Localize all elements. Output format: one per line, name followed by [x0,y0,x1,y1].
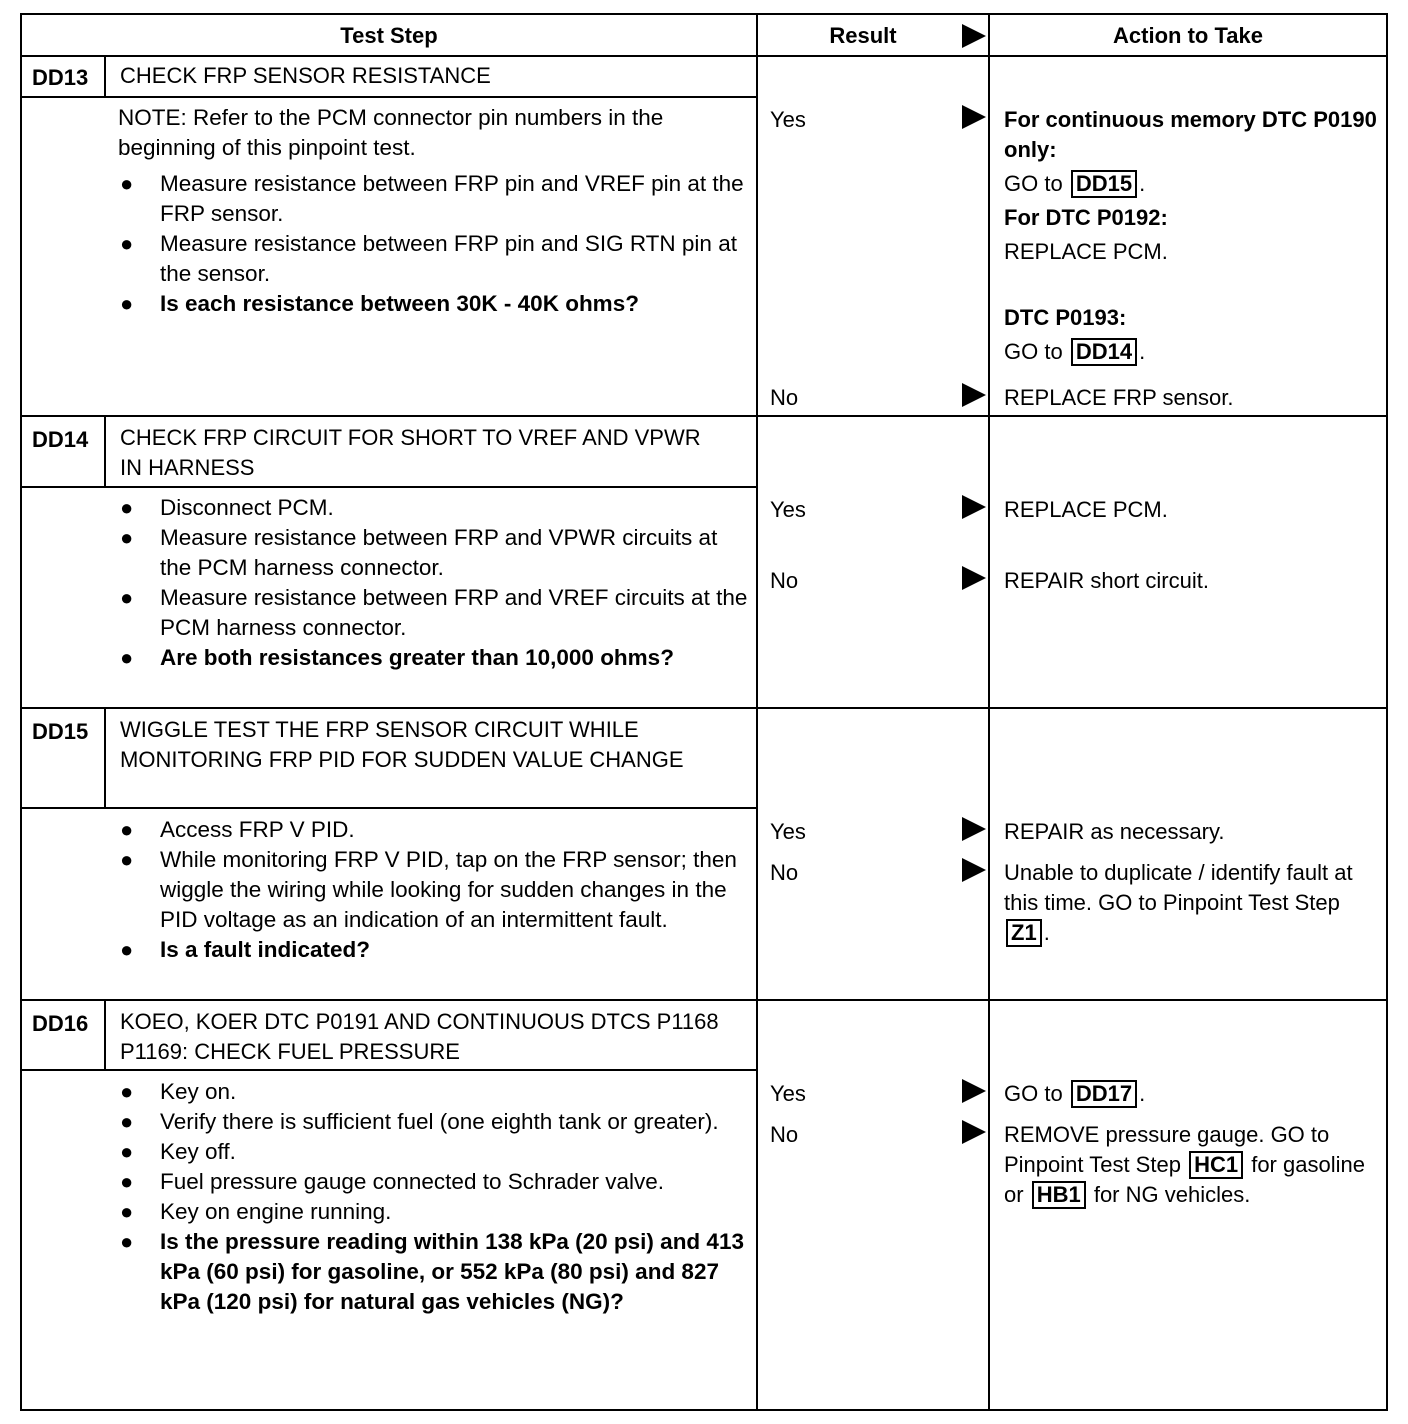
step-title: KOEO, KOER DTC P0191 AND CONTINUOUS DTCS P1168 P1169: CHECK FUEL PRESSURE [120,1009,719,1064]
bullet-item [118,1077,748,1107]
action-text: for NG vehicles. [1093,1182,1251,1207]
bullet-text: Verify there is sufficient fuel (one eighth tank or greater). [160,1109,719,1134]
action-text: REMOVE pressure gauge. GO to Pinpoint Test Step [1004,1122,1330,1177]
action-yes: REPAIR as necessary. [1004,819,1225,844]
bullet-question: Is a fault indicated? [160,937,371,962]
action-heading: For DTC P0192: [1004,205,1168,230]
step-id: DD15 [32,719,89,744]
bullet-question: Are both resistances greater than 10,000 ohms? [160,645,674,670]
action-yes: REPLACE PCM. [1004,497,1168,522]
bullet-item [118,935,748,965]
bullet-text: Measure resistance between FRP pin and SIG RTN pin at the sensor. [160,231,737,286]
row-divider [22,415,1386,417]
step-bullets [118,815,748,965]
step-id: DD16 [32,1011,89,1036]
id-divider [104,55,106,97]
bullet-text: Key on. [160,1079,237,1104]
result-arrow-icon [962,817,986,841]
bullet-item [118,1197,748,1227]
result-no: No [770,568,799,593]
bullet-text: Access FRP V PID. [160,817,355,842]
bullet-text: Key on engine running. [160,1199,392,1224]
action-text: GO to [1004,171,1063,196]
header-test-step: Test Step [340,23,438,48]
bullet-icon: ● [120,171,134,196]
step-body [118,1077,748,1317]
result-no: No [770,1122,799,1147]
bullet-item [118,169,748,229]
result-arrow-icon [962,858,986,882]
id-divider [104,707,106,808]
bullet-question: Is each resistance between 30K - 40K ohms? [160,291,639,316]
step-bullets [118,1077,748,1317]
bullet-icon: ● [120,585,134,610]
bullet-icon: ● [120,645,134,670]
result-yes: Yes [770,497,806,522]
result-no: No [770,385,799,410]
step-ref-link[interactable]: DD14 [1071,338,1137,366]
bullet-item [118,289,748,319]
bullet-icon: ● [120,817,134,842]
bullet-item [118,493,748,523]
bullet-item [118,1137,748,1167]
action-heading: For continuous memory DTC P0190 only: [1004,107,1377,162]
bullet-text: Measure resistance between FRP and VPWR circuits at the PCM harness connector. [160,525,718,580]
title-divider [22,1069,756,1071]
result-yes: Yes [770,107,806,132]
action-text: GO to [1004,1081,1063,1106]
action-no: Unable to duplicate / identify fault at this time. GO to Pinpoint Test Step Z1 . [1004,860,1353,945]
bullet-item [118,815,748,845]
step-body [118,493,748,673]
bullet-item [118,583,748,643]
bullet-icon: ● [120,231,134,256]
bullet-item [118,1167,748,1197]
bullet-text: While monitoring FRP V PID, tap on the FRP sensor; then wiggle the wiring while looking for sudden changes in the PID voltage as an indication of an intermittent fault. [160,847,737,932]
step-id: DD14 [32,427,89,452]
result-yes: Yes [770,819,806,844]
bullet-item [118,643,748,673]
action-no: REPLACE FRP sensor. [1004,385,1234,410]
bullet-item [118,1107,748,1137]
bullet-text: Measure resistance between FRP and VREF circuits at the PCM harness connector. [160,585,748,640]
action-goto: GO to DD15 . [1004,171,1146,196]
step-ref-link[interactable]: HB1 [1032,1181,1086,1209]
step-note: NOTE: Refer to the PCM connector pin numbers in the beginning of this pinpoint test. [118,105,664,160]
bullet-item [118,523,748,583]
id-divider [104,415,106,487]
header-action: Action to Take [1113,23,1263,48]
title-divider [22,807,756,809]
action-yes: GO to DD17 . [1004,1081,1146,1106]
action-text: Unable to duplicate / identify fault at this time. GO to Pinpoint Test Step [1004,860,1353,915]
bullet-text: Fuel pressure gauge connected to Schrader valve. [160,1169,665,1194]
bullet-icon: ● [120,937,134,962]
result-arrow-icon [962,383,986,407]
bullet-icon: ● [120,1109,134,1134]
action-no [1004,1120,1384,1210]
column-divider [756,15,758,1409]
action-heading: DTC P0193: [1004,305,1127,330]
header-arrow-icon [962,24,986,48]
result-arrow-icon [962,566,986,590]
column-divider [988,15,990,1409]
id-divider [104,999,106,1070]
step-ref-link[interactable]: Z1 [1006,919,1042,947]
result-no: No [770,860,799,885]
step-title: CHECK FRP CIRCUIT FOR SHORT TO VREF AND VPWR IN HARNESS [120,425,701,480]
step-ref-link[interactable]: DD15 [1071,170,1137,198]
bullet-icon: ● [120,495,134,520]
bullet-icon: ● [120,1079,134,1104]
action-text: GO to [1004,339,1063,364]
bullet-icon: ● [120,525,134,550]
diagnostic-table [20,13,1388,1411]
action-text: for gasoline or [1004,1152,1365,1207]
bullet-icon: ● [120,847,134,872]
title-divider [22,486,756,488]
step-ref-link[interactable]: HC1 [1189,1151,1243,1179]
step-id: DD13 [32,65,89,90]
step-bullets [118,169,748,319]
step-bullets [118,493,748,673]
action-goto: GO to DD14 . [1004,339,1146,364]
bullet-icon: ● [120,1199,134,1224]
bullet-item [118,1227,748,1317]
bullet-text: Key off. [160,1139,236,1164]
step-title: CHECK FRP SENSOR RESISTANCE [120,63,491,88]
bullet-icon: ● [120,1169,134,1194]
bullet-item [118,845,748,935]
result-yes: Yes [770,1081,806,1106]
step-body [118,815,748,965]
header-result: Result [829,23,897,48]
result-arrow-icon [962,1120,986,1144]
step-title: WIGGLE TEST THE FRP SENSOR CIRCUIT WHILE MONITORING FRP PID FOR SUDDEN VALUE CHANGE [120,717,684,772]
result-arrow-icon [962,495,986,519]
bullet-text: Measure resistance between FRP pin and VREF pin at the FRP sensor. [160,171,744,226]
row-divider [22,707,1386,709]
action-text: REPLACE PCM. [1004,239,1168,264]
row-divider [22,999,1386,1001]
bullet-icon: ● [120,1229,134,1254]
bullet-item [118,229,748,289]
result-arrow-icon [962,105,986,129]
step-ref-link[interactable]: DD17 [1071,1080,1137,1108]
title-divider [22,96,756,98]
bullet-icon: ● [120,1139,134,1164]
action-no: REPAIR short circuit. [1004,568,1209,593]
bullet-icon: ● [120,291,134,316]
step-body [118,103,748,319]
result-arrow-icon [962,1079,986,1103]
bullet-question: Is the pressure reading within 138 kPa (20 psi) and 413 kPa (60 psi) for gasoline, or 552 kPa (80 psi) and 827 kPa (120 psi) for natural gas vehicles (NG)? [160,1229,744,1314]
action-yes [1004,105,1384,367]
bullet-text: Disconnect PCM. [160,495,334,520]
